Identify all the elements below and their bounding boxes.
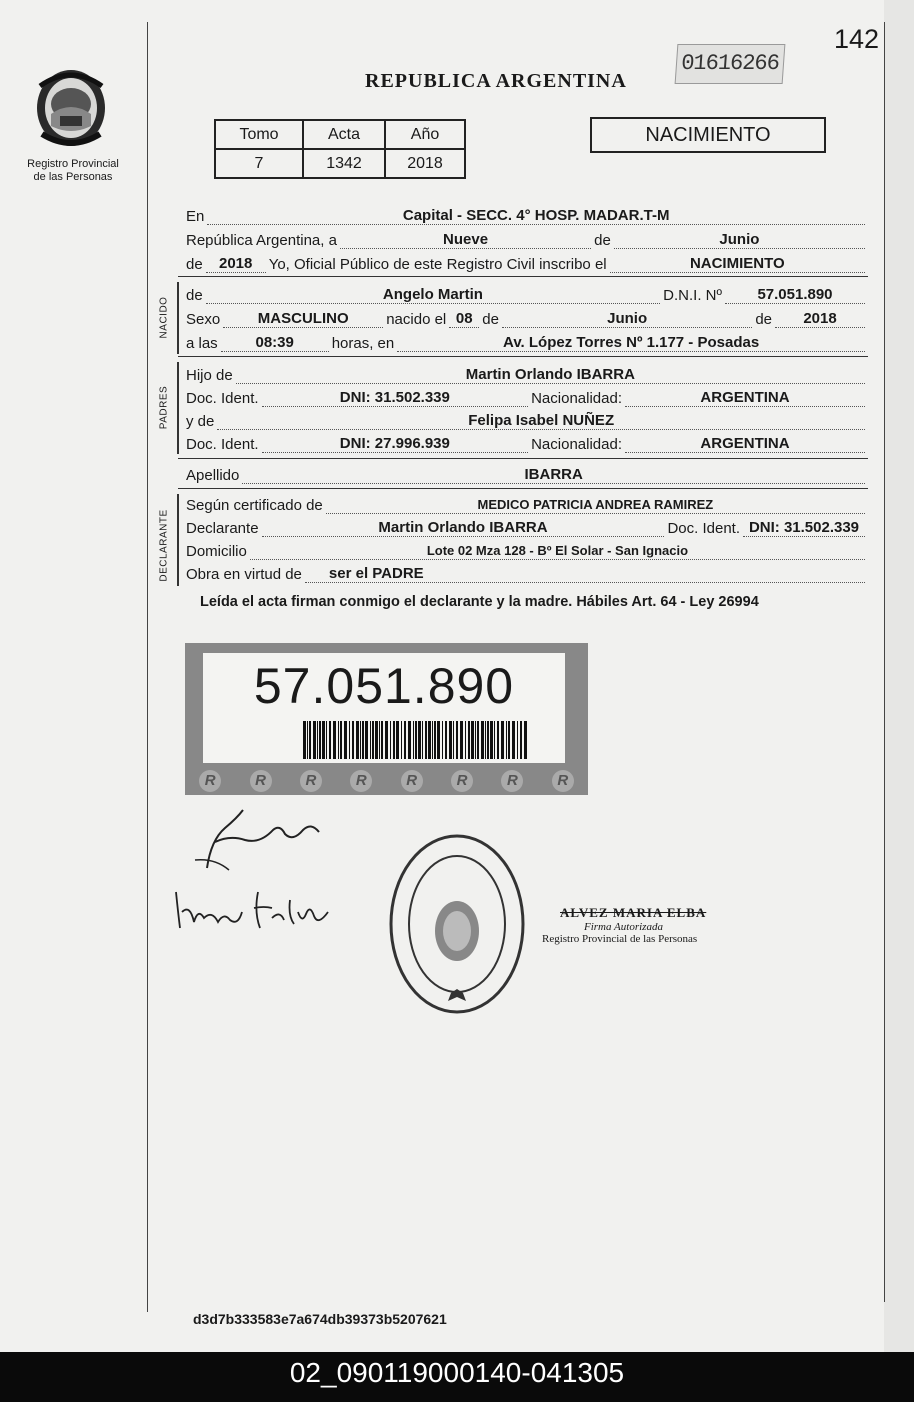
apellido-value: IBARRA bbox=[242, 466, 865, 484]
place-value: Capital - SECC. 4° HOSP. MADAR.T-M bbox=[207, 207, 865, 225]
barcode-bar bbox=[303, 721, 306, 759]
barcode-bar bbox=[356, 721, 359, 759]
father-doc: DNI: 31.502.339 bbox=[262, 389, 529, 407]
barcode-bar bbox=[415, 721, 417, 759]
dni-card-inner bbox=[203, 653, 565, 763]
a-las-label: a las bbox=[186, 335, 218, 352]
section-divider bbox=[178, 488, 868, 489]
barcode-bar bbox=[508, 721, 510, 759]
barcode-bar bbox=[517, 721, 518, 759]
barcode-bar bbox=[333, 721, 336, 759]
r-watermark-icon: R bbox=[300, 770, 322, 792]
child-name: Angelo Martin bbox=[206, 286, 660, 304]
barcode-bar bbox=[471, 721, 474, 759]
official-seal-icon bbox=[388, 833, 526, 1015]
closing-text: Leída el acta firman conmigo el declarante y la madre. Hábiles Art. 64 - Ley 26994 bbox=[200, 594, 759, 610]
footer-code: 02_090119000140-041305 bbox=[0, 1352, 914, 1402]
record-table-cell: 7 bbox=[215, 149, 303, 178]
r-watermark-icon: R bbox=[199, 770, 221, 792]
barcode-bar bbox=[362, 721, 364, 759]
barcode-bar bbox=[434, 721, 436, 759]
record-table-cell: 2018 bbox=[385, 149, 465, 178]
barcode-bar bbox=[490, 721, 493, 759]
sexo-value: MASCULINO bbox=[223, 310, 383, 328]
province-emblem-icon bbox=[30, 64, 112, 150]
obra-value: ser el PADRE bbox=[305, 565, 865, 583]
barcode-bar bbox=[477, 721, 479, 759]
barcode-bar bbox=[313, 721, 316, 759]
barcode-bar bbox=[401, 721, 402, 759]
page-number: 142 bbox=[834, 24, 880, 54]
issuer-caption bbox=[18, 158, 128, 184]
nacido-section-label: NACIDO bbox=[158, 296, 170, 339]
mother-name: Felipa Isabel NUÑEZ bbox=[217, 412, 865, 430]
barcode-bar bbox=[307, 721, 308, 759]
barcode-bar bbox=[338, 721, 339, 759]
barcode-bar bbox=[445, 721, 447, 759]
republica-label: República Argentina, a bbox=[186, 232, 337, 249]
de-label: de bbox=[755, 311, 772, 328]
declarante-section-label: DECLARANTE bbox=[158, 509, 170, 582]
section-divider bbox=[178, 356, 868, 357]
certificado-row bbox=[186, 496, 868, 514]
doc-ident-label: Doc. Ident. bbox=[186, 436, 259, 453]
barcode-bar bbox=[437, 721, 440, 759]
birth-time: 08:39 bbox=[221, 334, 329, 352]
barcode-bar bbox=[375, 721, 378, 759]
barcode-bar bbox=[404, 721, 406, 759]
record-table-header: Tomo bbox=[215, 120, 303, 149]
barcode-bar bbox=[453, 721, 454, 759]
country-title: REPUBLICA ARGENTINA bbox=[365, 70, 627, 92]
domicilio-value: Lote 02 Mza 128 - Bº El Solar - San Ignacio bbox=[250, 542, 865, 560]
birth-year: 2018 bbox=[775, 310, 865, 328]
r-watermark-icon: R bbox=[451, 770, 473, 792]
page-edge-shadow bbox=[884, 0, 914, 1352]
day-value: Nueve bbox=[340, 231, 591, 249]
official-signature-block bbox=[542, 905, 760, 945]
certificado-value: MEDICO PATRICIA ANDREA RAMIREZ bbox=[326, 496, 865, 514]
nacionalidad-label: Nacionalidad: bbox=[531, 436, 622, 453]
issuer-line1: Registro Provincial bbox=[27, 158, 119, 170]
barcode-bar bbox=[393, 721, 395, 759]
child-dni: 57.051.890 bbox=[725, 286, 865, 304]
barcode-bar bbox=[385, 721, 388, 759]
record-table bbox=[214, 119, 466, 179]
sexo-label: Sexo bbox=[186, 311, 221, 328]
apellido-label: Apellido bbox=[186, 467, 240, 484]
nacido-name-row bbox=[186, 286, 868, 304]
left-margin-rule bbox=[147, 22, 148, 1312]
section-divider bbox=[178, 276, 868, 277]
padres-section-label: PADRES bbox=[158, 385, 170, 430]
barcode-bar bbox=[326, 721, 327, 759]
declarante-bracket bbox=[177, 494, 179, 586]
de-label: de bbox=[186, 287, 203, 304]
barcode-bar bbox=[365, 721, 368, 759]
horas-label: horas, en bbox=[331, 335, 395, 352]
de-label: de bbox=[594, 232, 611, 249]
padres-bracket bbox=[177, 362, 179, 454]
barcode-bar bbox=[422, 721, 423, 759]
barcode-bar bbox=[349, 721, 350, 759]
month-value: Junio bbox=[614, 231, 865, 249]
barcode-bar bbox=[413, 721, 414, 759]
de-label: de bbox=[482, 311, 499, 328]
barcode-bar bbox=[460, 721, 463, 759]
inscribo-row bbox=[186, 255, 868, 273]
nacido-time-row bbox=[186, 334, 868, 352]
document-hash: d3d7b333583e7a674db39373b5207621 bbox=[193, 1311, 447, 1327]
barcode-bar bbox=[524, 721, 527, 759]
barcode-bar bbox=[344, 721, 347, 759]
nacido-bracket bbox=[177, 282, 179, 354]
barcode-bar bbox=[468, 721, 470, 759]
nacido-el-label: nacido el bbox=[386, 311, 447, 328]
official-registry: Registro Provincial de las Personas bbox=[542, 933, 698, 945]
barcode-bar bbox=[360, 721, 361, 759]
issuer-line2: de las Personas bbox=[33, 171, 113, 183]
barcode-bar bbox=[317, 721, 318, 759]
declarante-row bbox=[186, 519, 868, 537]
barcode-bar bbox=[501, 721, 504, 759]
barcode-bar bbox=[432, 721, 433, 759]
birth-day: 08 bbox=[449, 310, 479, 328]
inscribo-value: NACIMIENTO bbox=[610, 255, 865, 273]
barcode-bar bbox=[481, 721, 484, 759]
barcode-bar bbox=[512, 721, 515, 759]
birth-place: Av. López Torres Nº 1.177 - Posadas bbox=[397, 334, 865, 352]
apellido-row bbox=[186, 466, 868, 484]
date-row bbox=[186, 231, 868, 249]
mother-row bbox=[186, 412, 868, 430]
record-type-box: NACIMIENTO bbox=[590, 117, 826, 153]
barcode-bar bbox=[340, 721, 342, 759]
declarante-label: Declarante bbox=[186, 520, 259, 537]
barcode-bar bbox=[475, 721, 476, 759]
barcode-bar bbox=[428, 721, 431, 759]
father-doc-row bbox=[186, 389, 868, 407]
barcode-bar bbox=[396, 721, 399, 759]
barcode-icon bbox=[303, 721, 531, 759]
official-authorized: Firma Autorizada bbox=[584, 921, 663, 933]
barcode-bar bbox=[497, 721, 499, 759]
official-name: ALVEZ MARIA ELBA bbox=[560, 905, 707, 920]
father-signature bbox=[185, 800, 335, 875]
barcode-bar bbox=[319, 721, 321, 759]
watermark-band bbox=[185, 767, 588, 795]
barcode-bar bbox=[456, 721, 458, 759]
father-row bbox=[186, 366, 868, 384]
barcode-bar bbox=[408, 721, 411, 759]
barcode-bar bbox=[465, 721, 466, 759]
right-margin-rule bbox=[884, 22, 885, 1302]
father-name: Martin Orlando IBARRA bbox=[236, 366, 865, 384]
barcode-bar bbox=[506, 721, 507, 759]
r-watermark-icon: R bbox=[552, 770, 574, 792]
mother-nationality: ARGENTINA bbox=[625, 435, 865, 453]
record-table-header: Acta bbox=[303, 120, 385, 149]
barcode-bar bbox=[520, 721, 522, 759]
barcode-bar bbox=[425, 721, 427, 759]
obra-row bbox=[186, 565, 868, 583]
en-label: En bbox=[186, 208, 205, 225]
barcode-bar bbox=[487, 721, 489, 759]
barcode-bar bbox=[442, 721, 443, 759]
domicilio-label: Domicilio bbox=[186, 543, 247, 560]
y-de-label: y de bbox=[186, 413, 215, 430]
nacionalidad-label: Nacionalidad: bbox=[531, 390, 622, 407]
barcode-bar bbox=[329, 721, 331, 759]
barcode-bar bbox=[390, 721, 391, 759]
declarante-doc: DNI: 31.502.339 bbox=[743, 519, 865, 537]
barcode-bar bbox=[494, 721, 495, 759]
doc-ident-label: Doc. Ident. bbox=[667, 520, 740, 537]
barcode-bar bbox=[309, 721, 311, 759]
de-label: de bbox=[186, 256, 203, 273]
obra-label: Obra en virtud de bbox=[186, 566, 302, 583]
barcode-bar bbox=[418, 721, 421, 759]
barcode-bar bbox=[372, 721, 374, 759]
serial-stamp: 01616266 bbox=[675, 44, 786, 84]
father-nationality: ARGENTINA bbox=[625, 389, 865, 407]
barcode-bar bbox=[381, 721, 383, 759]
barcode-bar bbox=[379, 721, 380, 759]
inscribo-text: Yo, Oficial Público de este Registro Civil inscribo el bbox=[268, 256, 607, 273]
barcode-bar bbox=[352, 721, 354, 759]
mother-doc-row bbox=[186, 435, 868, 453]
section-divider bbox=[178, 458, 868, 459]
domicilio-row bbox=[186, 542, 868, 560]
dni-card-number: 57.051.890 bbox=[253, 658, 515, 714]
birth-month: Junio bbox=[502, 310, 752, 328]
barcode-bar bbox=[322, 721, 325, 759]
year-value: 2018 bbox=[206, 255, 266, 273]
r-watermark-icon: R bbox=[401, 770, 423, 792]
r-watermark-icon: R bbox=[250, 770, 272, 792]
declarante-name: Martin Orlando IBARRA bbox=[262, 519, 665, 537]
dni-number-card bbox=[185, 643, 588, 795]
barcode-bar bbox=[485, 721, 486, 759]
mother-signature bbox=[168, 882, 338, 937]
barcode-bar bbox=[370, 721, 371, 759]
dni-label: D.N.I. Nº bbox=[663, 287, 722, 304]
r-watermark-icon: R bbox=[350, 770, 372, 792]
nacido-sex-row bbox=[186, 310, 868, 328]
r-watermark-icon: R bbox=[501, 770, 523, 792]
doc-ident-label: Doc. Ident. bbox=[186, 390, 259, 407]
place-row bbox=[186, 207, 868, 225]
mother-doc: DNI: 27.996.939 bbox=[262, 435, 529, 453]
record-table-header: Año bbox=[385, 120, 465, 149]
certificado-label: Según certificado de bbox=[186, 497, 323, 514]
barcode-bar bbox=[449, 721, 452, 759]
hijo-de-label: Hijo de bbox=[186, 367, 233, 384]
record-table-cell: 1342 bbox=[303, 149, 385, 178]
